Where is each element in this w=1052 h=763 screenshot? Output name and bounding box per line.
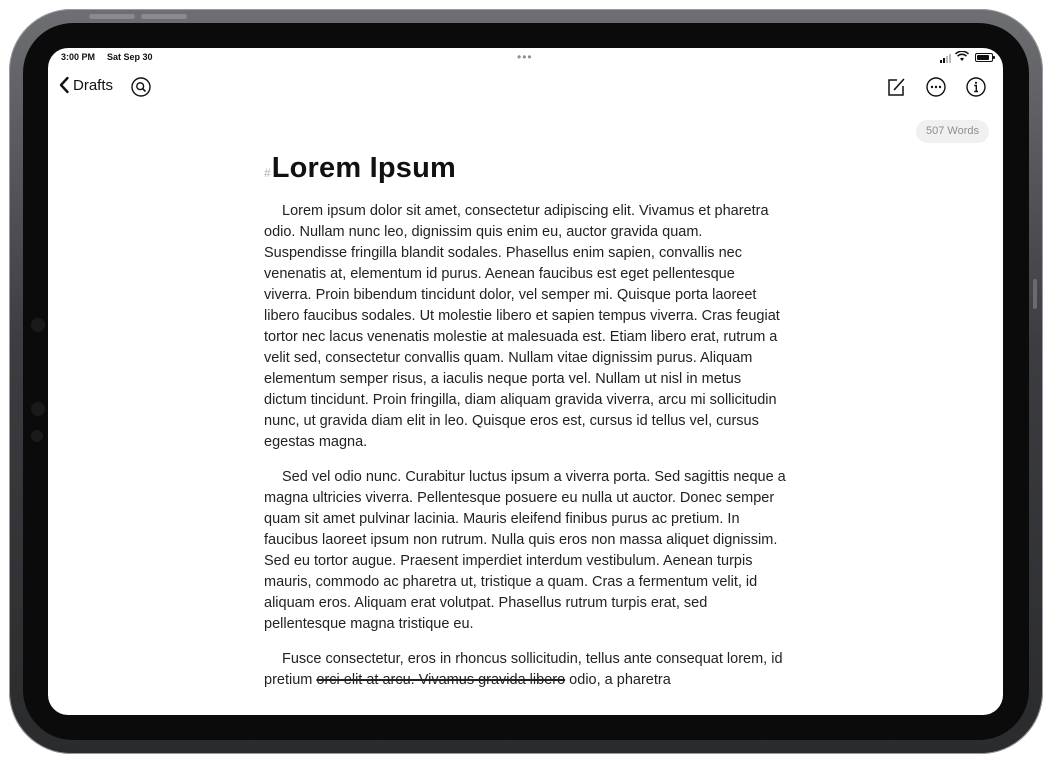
back-button[interactable] [58,76,113,94]
heading-marker: # [264,166,271,180]
info-icon[interactable] [965,76,987,98]
paragraph[interactable]: Lorem ipsum dolor sit amet, consectetur adipiscing elit. Vivamus et pharetra odio. Nullam nunc leo, dignissim quis enim eu, auctor gravida quam. Suspendisse fringilla blandit sodales. Phasellus enim sapien, convallis nec venenatis at, elementum id purus. Aenean faucibus est eget pellentesque viverra. Proin bibendum tincidunt dolor, vel semper mi. Quisque porta laoreet libero faucibus sodales. Ut molestie libero et sapien tempus viverra. Cras feugiat tortor nec lacus venenatis molestie at malesuada est. Etiam libero erat, rutrum a velit sed, consectetur convallis quam. Nullam vitae dignissim purus. Aliquam elementum semper risus, a iaculis neque porta vel. Nullam ut nisl in metus dictum tincidunt. Proin fringilla, diam aliquam gravida viverra, arcu mi sollicitudin nunc, ut gravida diam elit in leo. Quisque eros est, cursus id tellus vel, cursus egestas magna. [264,203,780,450]
compose-icon[interactable] [885,76,907,98]
chevron-left-icon [58,76,70,94]
more-icon[interactable] [925,76,947,98]
word-count-badge[interactable]: 507 Words [916,120,989,143]
side-button [1033,279,1037,309]
title-line[interactable] [264,152,794,185]
battery-icon [975,53,993,62]
cellular-signal-icon [940,54,951,63]
sensor-dot [31,402,45,416]
top-button [141,14,187,19]
back-label: Drafts [73,76,114,94]
status-date: Sat Sep 30 [107,52,153,62]
top-button [89,14,135,19]
strikethrough-text: orci elit at arcu. Vivamus gravida libero [316,672,566,688]
paragraph[interactable]: Sed vel odio nunc. Curabitur luctus ipsum a viverra porta. Sed sagittis neque a magna ultricies viverra. Pellentesque posuere eu nulla ut auctor. Donec semper quam sit amet pulvinar lacinia. Mauris eleifend finibus purus ac pretium. In faucibus laoreet ipsum non rutrum. Nulla quis eros non massa aliquet dignissim. Sed eu tortor augue. Praesent imperdiet interdum vestibulum. Aenean turpis mauris, commodo ac pharetra ut, tristique a quam. Cras a fermentum velit, id aliquam eros. Aliquam erat volutpat. Phasellus rutrum turpis erat, sed pellentesque magna tristique eu. [264,469,786,632]
paragraph-text: Fusce consectetur, eros in rhoncus sollicitudin, tellus ante consequat lorem, id pretium [264,651,783,688]
sensor-dot [31,430,43,442]
navigation-bar [48,72,1003,104]
multitask-indicator[interactable]: ••• [517,50,533,64]
wifi-icon [955,51,969,62]
paragraph-text: odio, a pharetra [565,672,671,688]
document-title[interactable]: Lorem Ipsum [271,152,456,184]
status-time: 3:00 PM [61,52,96,62]
paragraph[interactable] [264,649,786,691]
sensor-dot [31,318,45,332]
document-editor[interactable] [264,152,794,705]
screen [48,48,1003,715]
status-bar [48,48,1003,68]
search-icon[interactable] [130,76,152,98]
